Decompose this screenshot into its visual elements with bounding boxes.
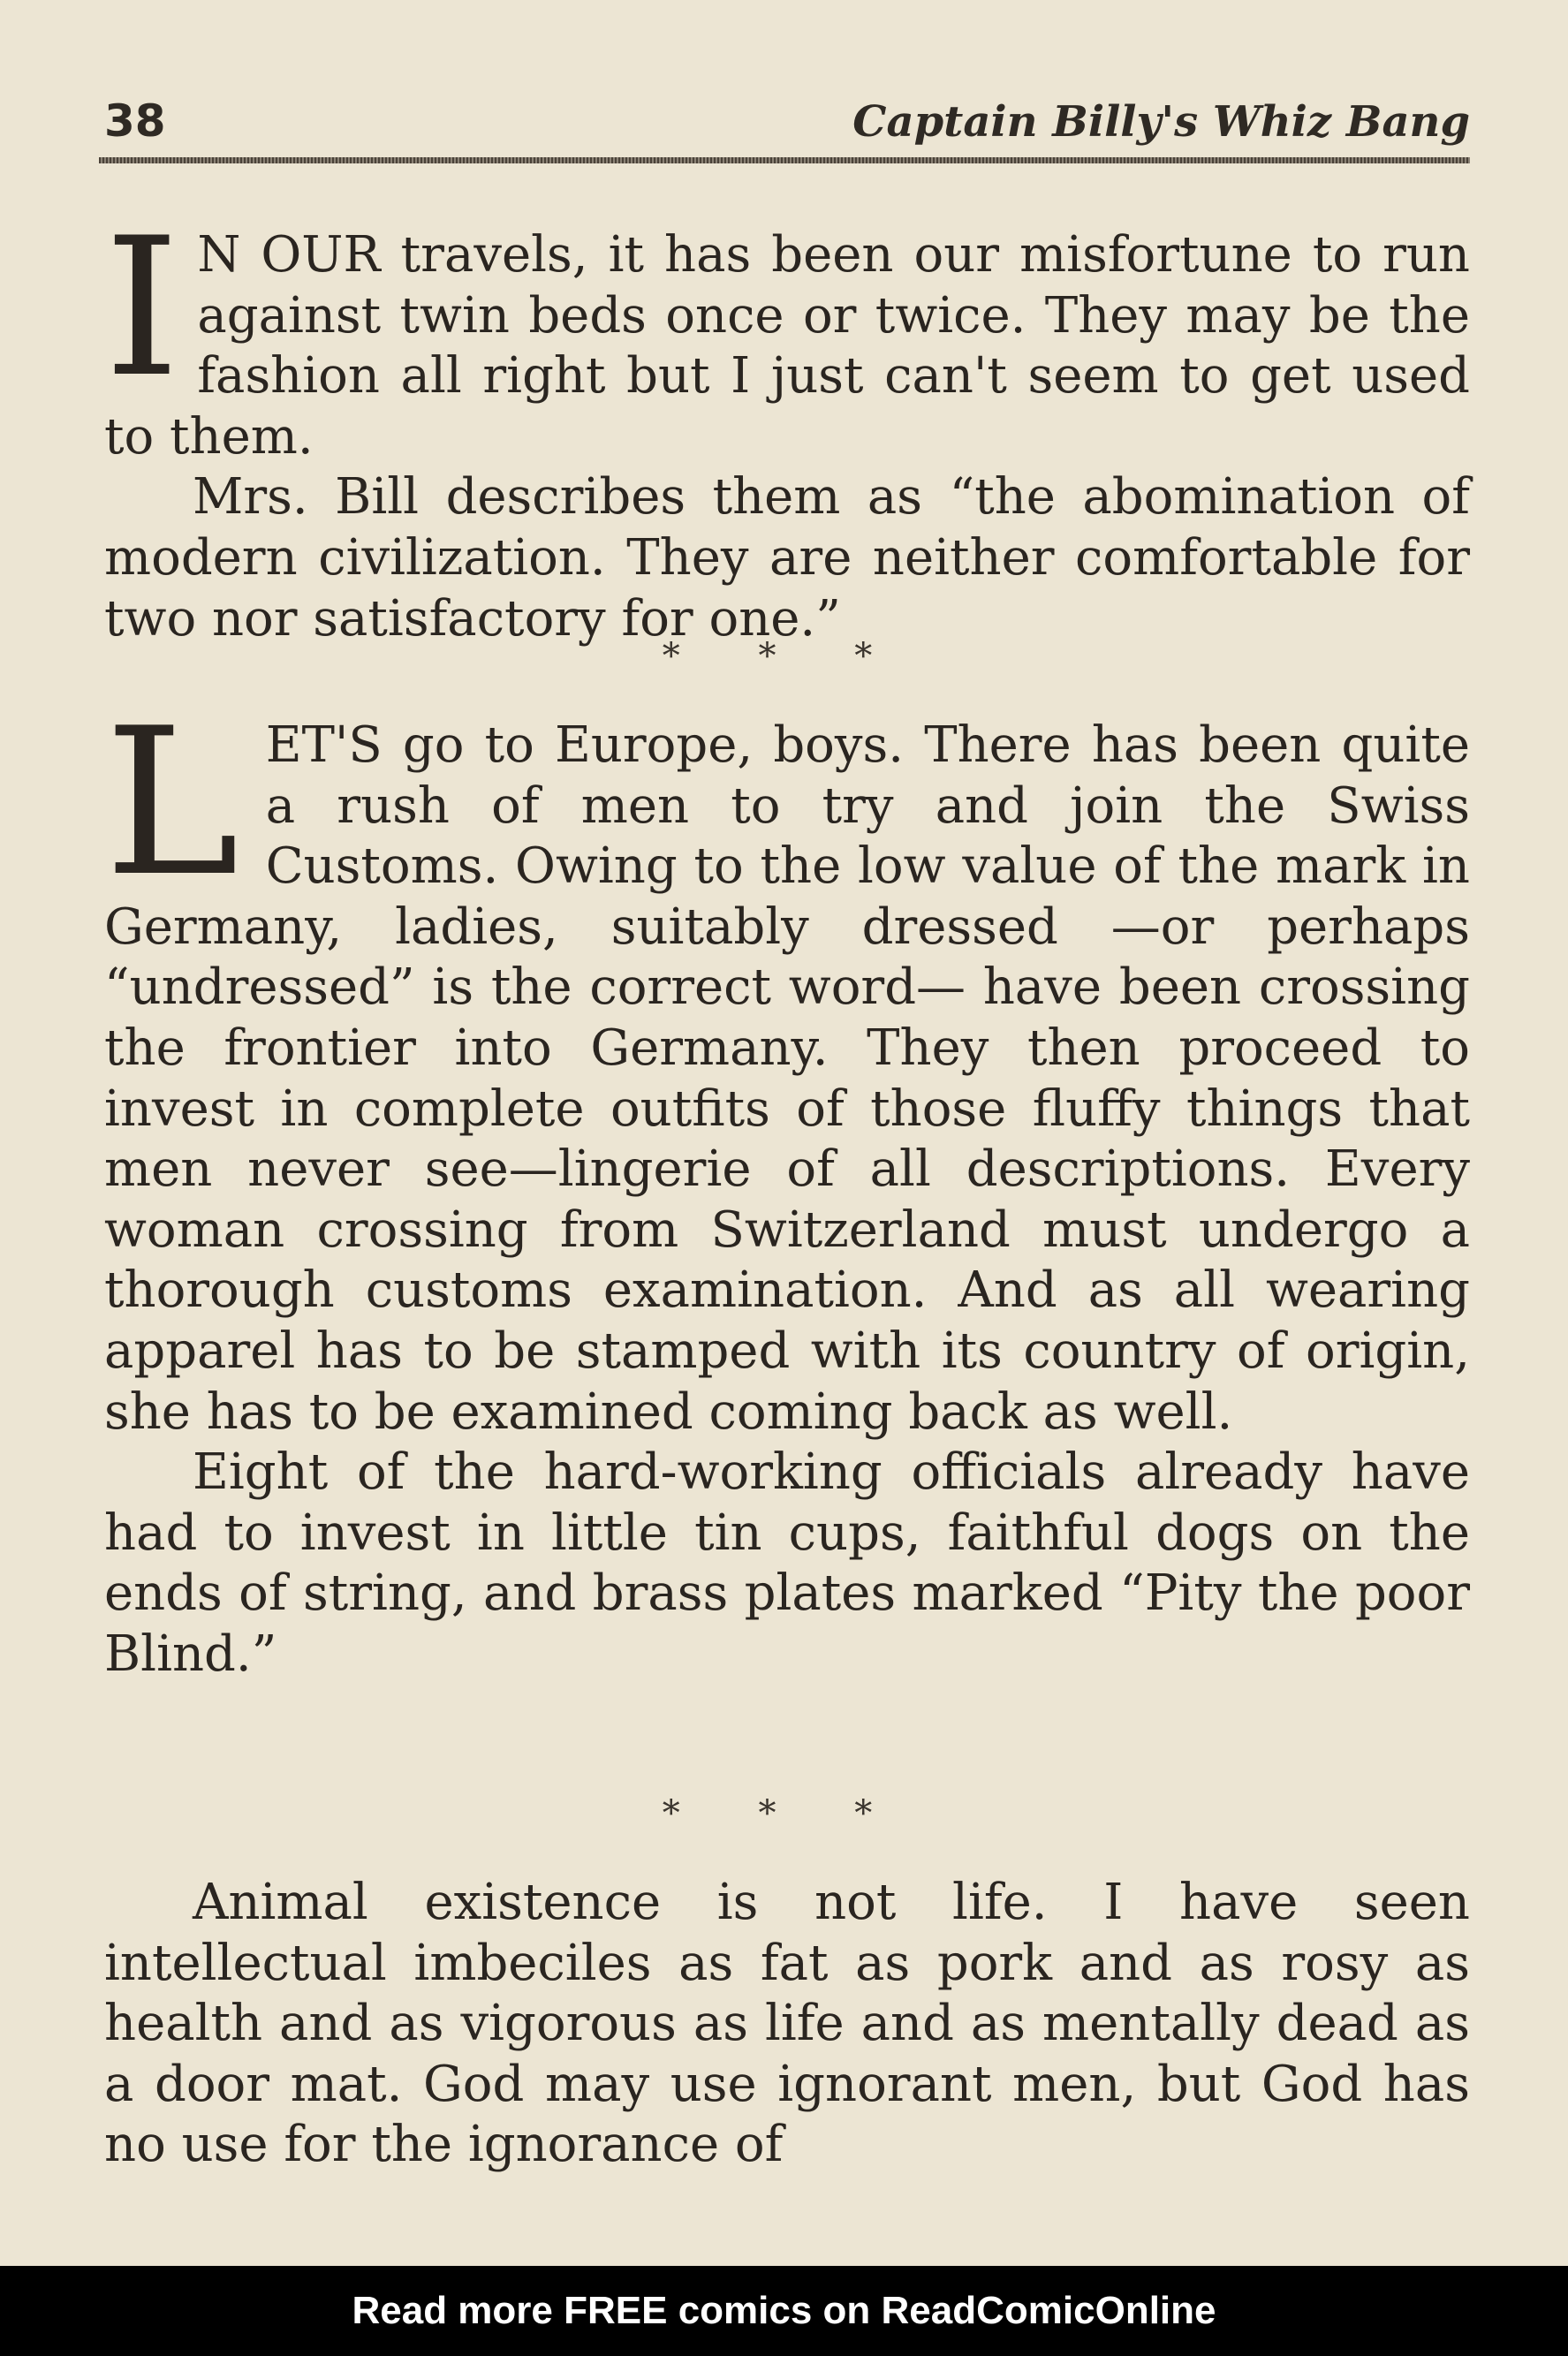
section-separator: * * * [662, 636, 906, 677]
page-number: 38 [104, 95, 166, 147]
header-rule [99, 157, 1470, 163]
paragraph-text: N OUR travels, it has been our misfortune to run against twin beds once or twice. They may be the fashion all right but I just can't seem to get used to them. [104, 226, 1470, 466]
paragraph [104, 197, 1470, 467]
article-animal-existence [104, 1873, 1470, 2176]
section-separator: * * * [662, 1793, 906, 1834]
running-title: Captain Billy's Whiz Bang [852, 97, 1470, 147]
promo-banner-link[interactable]: Read more FREE comics on ReadComicOnline [0, 2266, 1568, 2356]
drop-cap: L [104, 686, 239, 921]
paragraph-text: ET'S go to Europe, boys. There has been quite a rush of men to try and join the Swiss Customs. Owing to the low value of the mark in Germany, ladies, suitably dressed —or perhaps “undressed” is the correct word— have been crossing the frontier into Germany. They then proceed to invest in complete outfits of those fluffy things that men never see—lingerie of all descriptions. Every woman crossing from Switzerland must undergo a thorough customs examination. And as all wearing apparel has to be stamped with its country of origin, she has to be examined coming back as well. [104, 716, 1470, 1441]
paragraph: Mrs. Bill describes them as “the abomination of modern civilization. They are neither comfortable for two nor satisfactory for one.” [104, 468, 1470, 648]
article-twin-beds [104, 197, 1470, 649]
article-swiss-customs [104, 686, 1470, 1686]
paragraph: Animal existence is not life. I have seen intellectual imbeciles as fat as pork and as rosy as health and as vigorous as life and as mentally dead as a door mat. God may use ignorant men, but God has no use for the ignorance of [104, 1874, 1470, 2174]
drop-cap: I [104, 197, 180, 419]
paragraph: Eight of the hard-working officials already have had to invest in little tin cups, faithful dogs on the ends of string, and brass plates marked “Pity the poor Blind.” [104, 1443, 1470, 1683]
paragraph [104, 686, 1470, 1443]
page-header [104, 88, 1470, 150]
